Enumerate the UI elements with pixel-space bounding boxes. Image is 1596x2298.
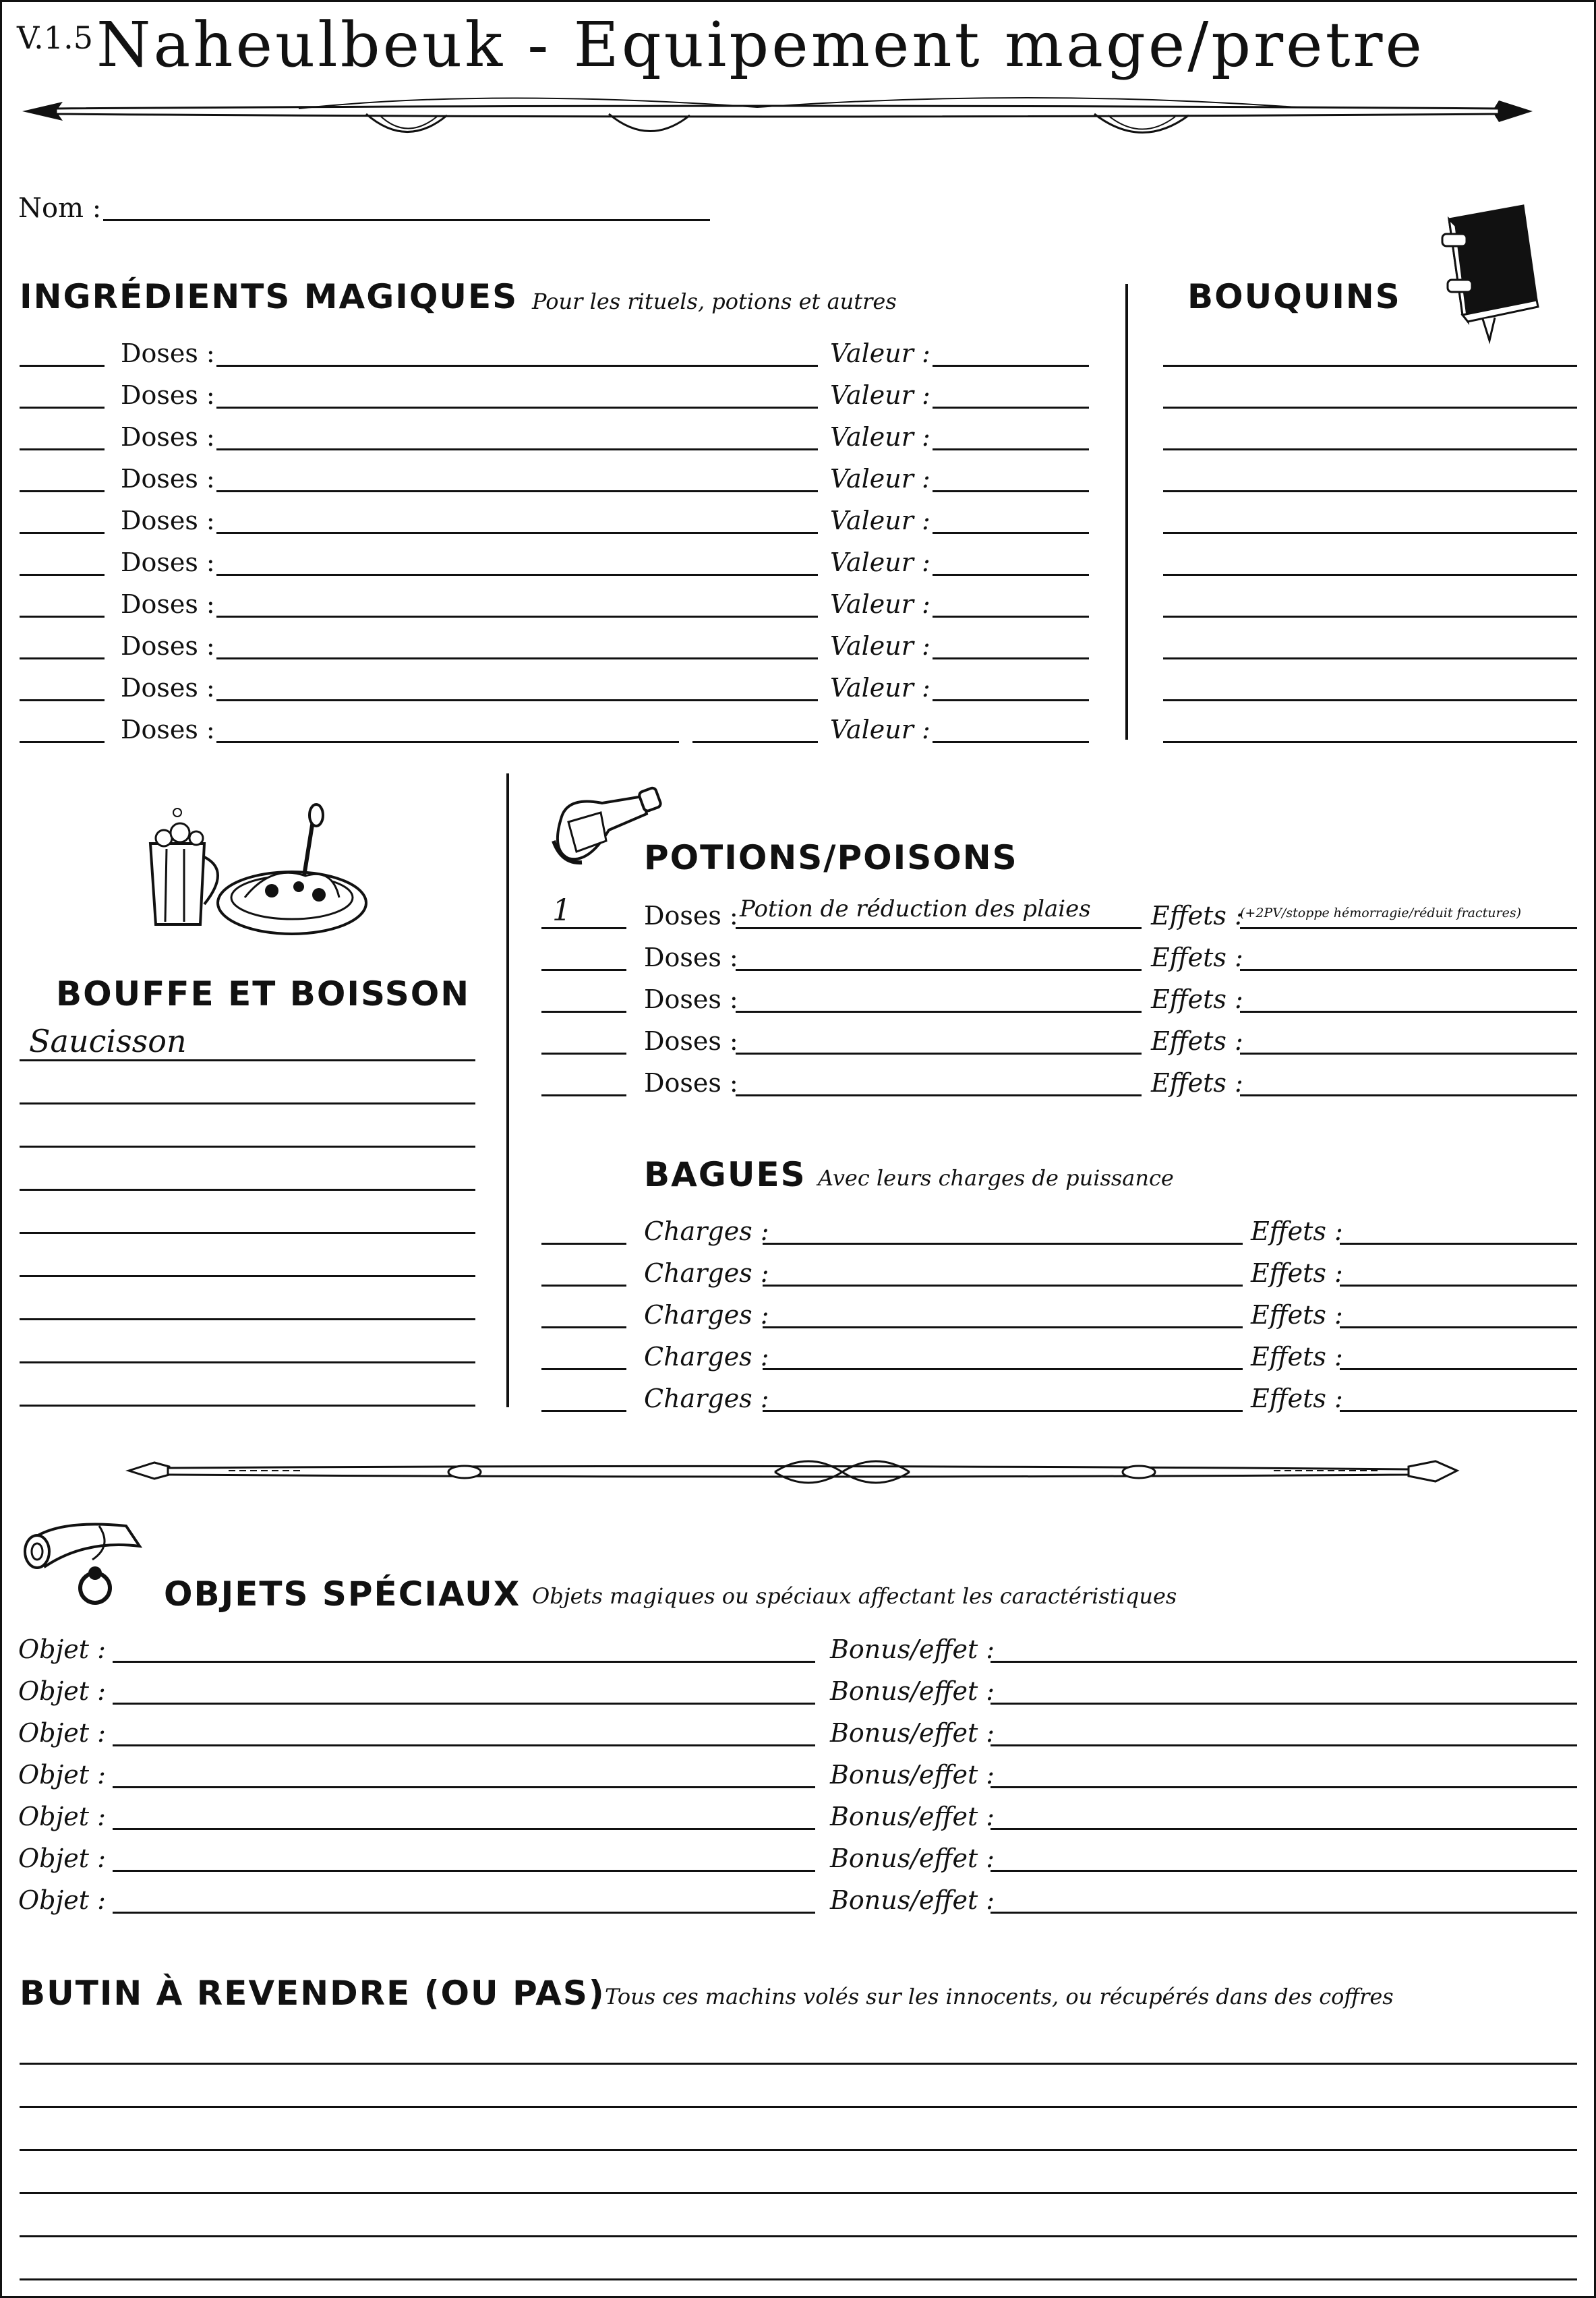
ingredient-qty-field[interactable] <box>20 448 105 450</box>
potion-effect-field[interactable] <box>1240 927 1577 929</box>
ingredient-qty-field[interactable] <box>20 407 105 409</box>
bague-qty-field[interactable] <box>541 1285 626 1287</box>
bague-name-field[interactable] <box>763 1410 1243 1412</box>
bonus-label: Bonus/effet : <box>830 1634 995 1664</box>
objet-bonus-field[interactable] <box>991 1786 1577 1788</box>
bagues-subtitle: Avec leurs charges de puissance <box>818 1165 1174 1191</box>
effets-label: Effets : <box>1251 1384 1343 1413</box>
charges-label: Charges : <box>644 1300 769 1330</box>
potion-name-field[interactable] <box>736 927 1142 929</box>
bouffe-line[interactable] <box>20 1059 475 1061</box>
bouquin-line[interactable] <box>1163 448 1577 450</box>
doses-label: Doses : <box>644 1068 738 1098</box>
bouffe-line[interactable] <box>20 1146 475 1148</box>
valeur-label: Valeur : <box>830 380 930 410</box>
ingredient-qty-field[interactable] <box>20 616 105 618</box>
valeur-label: Valeur : <box>830 673 930 703</box>
doses-label: Doses : <box>121 380 215 410</box>
bonus-label: Bonus/effet : <box>830 1844 995 1873</box>
doses-label: Doses : <box>121 631 215 661</box>
butin-line[interactable] <box>20 2278 1577 2280</box>
bague-qty-field[interactable] <box>541 1326 626 1328</box>
bague-qty-field[interactable] <box>541 1243 626 1245</box>
column-divider <box>1125 284 1128 740</box>
butin-line[interactable] <box>20 2192 1577 2194</box>
ingredient-value-field[interactable] <box>933 365 1089 367</box>
butin-line[interactable] <box>20 2149 1577 2151</box>
bouffe-line[interactable] <box>20 1102 475 1104</box>
bouffe-line[interactable] <box>20 1318 475 1320</box>
bonus-label: Bonus/effet : <box>830 1885 995 1915</box>
ingredient-name-field[interactable] <box>216 490 818 492</box>
potion-name-value: Potion de réduction des plaies <box>740 895 1091 922</box>
effets-label: Effets : <box>1251 1342 1343 1372</box>
objet-name-field[interactable] <box>113 1912 815 1914</box>
ingredient-qty-field[interactable] <box>20 657 105 659</box>
bagues-title: BAGUES <box>644 1155 806 1194</box>
doses-label: Doses : <box>121 506 215 535</box>
charges-label: Charges : <box>644 1384 769 1413</box>
bague-effect-field[interactable] <box>1340 1285 1577 1287</box>
bouquin-line[interactable] <box>1163 574 1577 576</box>
potion-qty-field[interactable] <box>541 969 626 971</box>
objet-bonus-field[interactable] <box>991 1912 1577 1914</box>
potion-qty-field[interactable] <box>541 1053 626 1055</box>
potion-effect-field[interactable] <box>1240 1053 1577 1055</box>
bouffe-entry: Saucisson <box>29 1023 187 1059</box>
valeur-label: Valeur : <box>830 506 930 535</box>
ring-icon <box>73 1564 117 1607</box>
objet-label: Objet : <box>18 1802 106 1831</box>
ingredient-value-field[interactable] <box>933 699 1089 701</box>
effets-label: Effets : <box>1251 1300 1343 1330</box>
bouffe-line[interactable] <box>20 1189 475 1191</box>
objet-bonus-field[interactable] <box>991 1661 1577 1663</box>
spear-divider <box>16 88 1539 149</box>
potion-effect-value: (+2PV/stoppe hémorragie/réduit fractures) <box>1240 906 1521 920</box>
doses-label: Doses : <box>121 464 215 494</box>
bouquins-title: BOUQUINS <box>1187 277 1401 316</box>
bouffe-title: BOUFFE ET BOISSON <box>56 974 471 1013</box>
objet-name-field[interactable] <box>113 1828 815 1830</box>
objet-label: Objet : <box>18 1885 106 1915</box>
doses-label: Doses : <box>121 422 215 452</box>
objets-title: OBJETS SPÉCIAUX <box>164 1574 521 1614</box>
charges-label: Charges : <box>644 1258 769 1288</box>
bonus-label: Bonus/effet : <box>830 1718 995 1748</box>
bouquin-line[interactable] <box>1163 365 1577 367</box>
objets-subtitle: Objets magiques ou spéciaux affectant les caractéristiques <box>532 1583 1177 1609</box>
effets-label: Effets : <box>1151 1026 1243 1056</box>
ingredient-value-field[interactable] <box>933 490 1089 492</box>
ingredient-name-field[interactable] <box>692 741 818 743</box>
version-label: V.1.5 <box>17 20 93 56</box>
doses-label: Doses : <box>644 1026 738 1056</box>
objet-label: Objet : <box>18 1634 106 1664</box>
objet-bonus-field[interactable] <box>991 1828 1577 1830</box>
potion-effect-field[interactable] <box>1240 969 1577 971</box>
valeur-label: Valeur : <box>830 548 930 577</box>
bouffe-line[interactable] <box>20 1275 475 1277</box>
potions-title: POTIONS/POISONS <box>644 838 1018 877</box>
bague-name-field[interactable] <box>763 1285 1243 1287</box>
bague-effect-field[interactable] <box>1340 1410 1577 1412</box>
ingredient-qty-field[interactable] <box>20 365 105 367</box>
objet-label: Objet : <box>18 1844 106 1873</box>
ingredient-name-field[interactable] <box>216 574 818 576</box>
bouffe-line[interactable] <box>20 1232 475 1234</box>
butin-line[interactable] <box>20 2106 1577 2108</box>
bague-name-field[interactable] <box>763 1243 1243 1245</box>
objet-name-field[interactable] <box>113 1870 815 1872</box>
objet-label: Objet : <box>18 1676 106 1706</box>
book-icon <box>1436 199 1550 341</box>
objet-name-field[interactable] <box>113 1744 815 1746</box>
effets-label: Effets : <box>1151 984 1243 1014</box>
ingredient-qty-field[interactable] <box>20 741 105 743</box>
effets-label: Effets : <box>1151 1068 1243 1098</box>
objet-name-field[interactable] <box>113 1786 815 1788</box>
ingredient-name-field[interactable] <box>216 448 818 450</box>
doses-label: Doses : <box>121 673 215 703</box>
bonus-label: Bonus/effet : <box>830 1802 995 1831</box>
bouquin-line[interactable] <box>1163 699 1577 701</box>
bague-effect-field[interactable] <box>1340 1326 1577 1328</box>
ingredient-value-field[interactable] <box>933 657 1089 659</box>
ingredient-value-field[interactable] <box>933 448 1089 450</box>
bouquin-line[interactable] <box>1163 407 1577 409</box>
potion-effect-field[interactable] <box>1240 1094 1577 1096</box>
objet-name-field[interactable] <box>113 1661 815 1663</box>
ingredient-name-field[interactable] <box>216 532 818 534</box>
butin-title: BUTIN À REVENDRE (OU PAS) <box>20 1974 605 2013</box>
bague-name-field[interactable] <box>763 1368 1243 1370</box>
potion-name-field[interactable] <box>736 969 1142 971</box>
ingredient-qty-field[interactable] <box>20 699 105 701</box>
ingredient-qty-field[interactable] <box>20 532 105 534</box>
ingredient-name-field[interactable] <box>216 616 818 618</box>
bouquin-line[interactable] <box>1163 490 1577 492</box>
objet-bonus-field[interactable] <box>991 1870 1577 1872</box>
effets-label: Effets : <box>1151 901 1243 931</box>
valeur-label: Valeur : <box>830 715 930 744</box>
valeur-label: Valeur : <box>830 464 930 494</box>
objet-name-field[interactable] <box>113 1703 815 1705</box>
bonus-label: Bonus/effet : <box>830 1760 995 1790</box>
potion-name-field[interactable] <box>736 1053 1142 1055</box>
objet-label: Objet : <box>18 1760 106 1790</box>
doses-label: Doses : <box>121 338 215 368</box>
ingredient-name-field[interactable] <box>216 699 818 701</box>
charges-label: Charges : <box>644 1342 769 1372</box>
ingredient-qty-field[interactable] <box>20 574 105 576</box>
objet-bonus-field[interactable] <box>991 1744 1577 1746</box>
valeur-label: Valeur : <box>830 631 930 661</box>
doses-label: Doses : <box>121 548 215 577</box>
ingredient-value-field[interactable] <box>933 574 1089 576</box>
bouquin-line[interactable] <box>1163 741 1577 743</box>
bague-effect-field[interactable] <box>1340 1368 1577 1370</box>
potion-name-field[interactable] <box>736 1011 1142 1013</box>
effets-label: Effets : <box>1251 1216 1343 1246</box>
ingredient-value-field[interactable] <box>933 616 1089 618</box>
staff-divider <box>127 1445 1462 1499</box>
potion-qty-value: 1 <box>552 893 571 928</box>
potion-qty-field[interactable] <box>541 1011 626 1013</box>
doses-label: Doses : <box>644 984 738 1014</box>
bague-effect-field[interactable] <box>1340 1243 1577 1245</box>
valeur-label: Valeur : <box>830 338 930 368</box>
butin-subtitle: Tous ces machins volés sur les innocents, ou récupérés dans des coffres <box>605 1984 1394 2009</box>
ingredient-name-field[interactable] <box>216 657 818 659</box>
objet-bonus-field[interactable] <box>991 1703 1577 1705</box>
charges-label: Charges : <box>644 1216 769 1246</box>
doses-label: Doses : <box>121 715 215 744</box>
ingredient-name-field[interactable] <box>216 365 818 367</box>
valeur-label: Valeur : <box>830 589 930 619</box>
bague-qty-field[interactable] <box>541 1410 626 1412</box>
bouffe-line[interactable] <box>20 1361 475 1363</box>
bouffe-line[interactable] <box>20 1405 475 1407</box>
effets-label: Effets : <box>1151 943 1243 972</box>
column-divider <box>506 773 509 1407</box>
bague-qty-field[interactable] <box>541 1368 626 1370</box>
potion-name-field[interactable] <box>736 1094 1142 1096</box>
bouquin-line[interactable] <box>1163 657 1577 659</box>
ingredient-value-field[interactable] <box>933 741 1089 743</box>
name-label: Nom : <box>18 193 102 224</box>
bouquin-line[interactable] <box>1163 616 1577 618</box>
ingredient-name-field[interactable] <box>216 407 818 409</box>
ingredient-qty-field[interactable] <box>20 490 105 492</box>
objet-label: Objet : <box>18 1718 106 1748</box>
potion-effect-field[interactable] <box>1240 1011 1577 1013</box>
effets-label: Effets : <box>1251 1258 1343 1288</box>
name-field[interactable] <box>103 219 710 221</box>
ingredients-subtitle: Pour les rituels, potions et autres <box>532 289 897 314</box>
butin-line[interactable] <box>20 2235 1577 2237</box>
butin-line[interactable] <box>20 2063 1577 2065</box>
bague-name-field[interactable] <box>763 1326 1243 1328</box>
bonus-label: Bonus/effet : <box>830 1676 995 1706</box>
valeur-label: Valeur : <box>830 422 930 452</box>
potion-qty-field[interactable] <box>541 1094 626 1096</box>
doses-label: Doses : <box>644 943 738 972</box>
ingredient-value-field[interactable] <box>933 407 1089 409</box>
doses-label: Doses : <box>644 901 738 931</box>
doses-label: Doses : <box>121 589 215 619</box>
bouquin-line[interactable] <box>1163 532 1577 534</box>
ingredient-name-field[interactable] <box>216 741 679 743</box>
food-plate-icon <box>137 803 373 945</box>
page-title: Naheulbeuk - Equipement mage/pretre <box>96 9 1425 81</box>
ingredient-value-field[interactable] <box>933 532 1089 534</box>
ingredients-title: INGRÉDIENTS MAGIQUES <box>20 277 519 316</box>
